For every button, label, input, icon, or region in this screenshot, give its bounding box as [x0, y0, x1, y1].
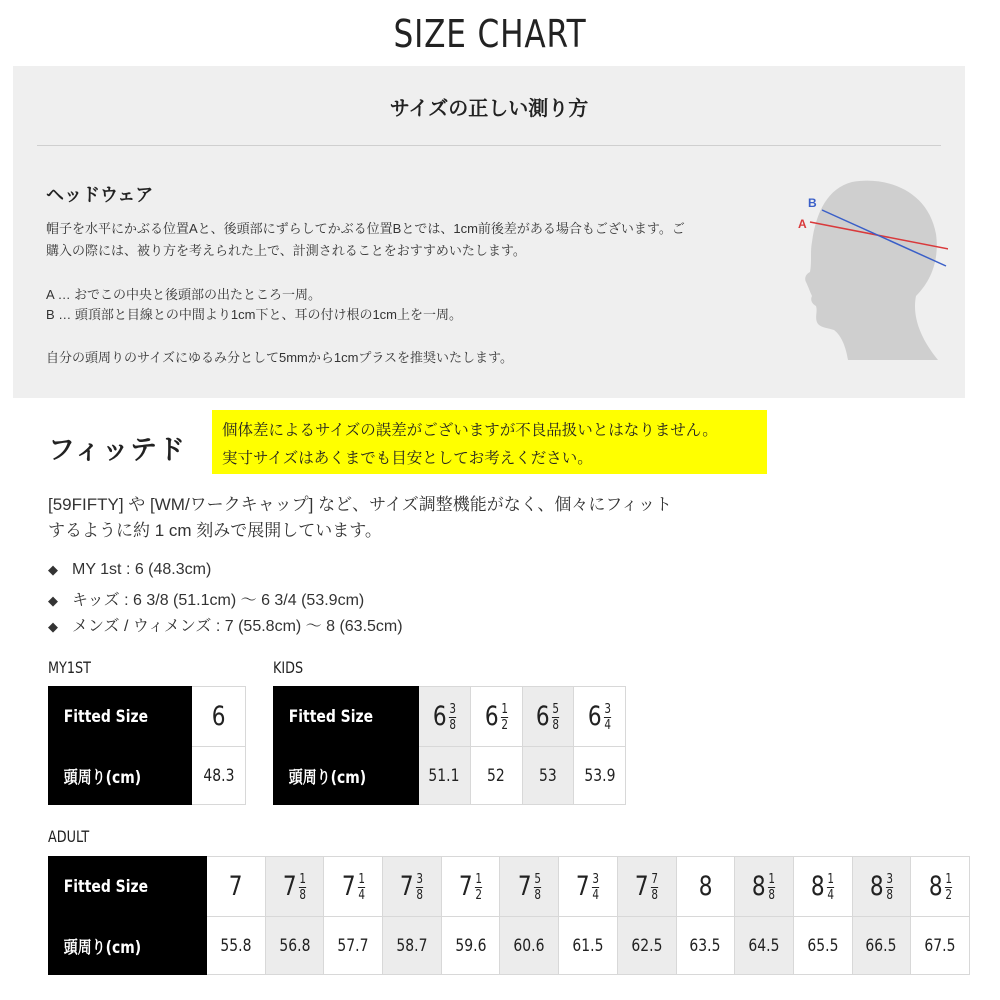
cm-cell: 60.6 — [500, 917, 559, 975]
guide-divider — [37, 145, 941, 146]
page-title: SIZE CHART — [393, 12, 587, 56]
size-cell: 8 — [676, 857, 735, 917]
cm-cell: 59.6 — [441, 917, 500, 975]
size-cell: 7 $\frac{3}{4}$ — [559, 857, 618, 917]
guide-title: サイズの正しい測り方 — [389, 98, 589, 120]
guide-paragraph-line2: 購入の際には、被り方を考えられた上で、計測されることをおすすめいたします。 — [46, 243, 526, 258]
adult-label: ADULT — [48, 827, 90, 846]
cm-cell: 63.5 — [676, 917, 735, 975]
fitted-size-row — [274, 687, 626, 747]
cm-cell: 53.9 — [574, 747, 626, 805]
cm-cell: 61.5 — [559, 917, 618, 975]
notice-line1: 個体差によるサイズの誤差がございますが不良品扱いとはなりません。 — [222, 422, 718, 439]
size-fraction: $\frac{3}{8}$ — [449, 702, 456, 733]
measure-guide-panel — [13, 66, 965, 398]
guide-paragraph-3: 自分の頭周りのサイズにゆるみ分として5mmから1cmプラスを推奨いたします。 — [46, 350, 513, 365]
fitted-size-header: Fitted Size — [49, 857, 207, 917]
size-fraction: $\frac{3}{8}$ — [416, 872, 424, 903]
notice-box — [212, 410, 767, 474]
head-silhouette-icon — [788, 176, 948, 366]
size-fraction: $\frac{3}{8}$ — [886, 872, 893, 903]
kids-size-table — [273, 686, 626, 805]
kids-label: KIDS — [273, 658, 304, 677]
size-cell: 7 $\frac{1}{8}$ — [265, 857, 324, 917]
bullet-item: ◆ MY 1st : 6 (48.3cm) — [48, 561, 212, 578]
guide-paragraph-line1: 帽子を水平にかぶる位置Aと、後頭部にずらしてかぶる位置Bとでは、1cm前後差がある場合もございます。ご — [46, 221, 685, 236]
size-cell: 8 $\frac{1}{8}$ — [735, 857, 794, 917]
fitted-description-line2: するように約 1 cm 刻みで展開しています。 — [48, 521, 382, 540]
cm-cell: 57.7 — [324, 917, 383, 975]
size-fraction: $\frac{5}{8}$ — [552, 702, 560, 733]
guide-line-a: A … おでこの中央と後頭部の出たところ一周。 — [46, 287, 322, 302]
cm-cell: 67.5 — [911, 917, 970, 975]
guide-line-b: B … 頭頂部と目線との中間より1cm下と、耳の付け根の1cm上を一周。 — [46, 307, 463, 322]
cm-cell: 51.1 — [419, 747, 471, 805]
cm-cell: 55.8 — [207, 917, 266, 975]
size-cell: 8 $\frac{1}{4}$ — [793, 857, 852, 917]
size-cell: 6 $\frac{1}{2}$ — [470, 687, 522, 747]
diamond-bullet-icon: ◆ — [48, 593, 58, 608]
cm-cell: 62.5 — [617, 917, 676, 975]
notice-line2: 実寸サイズはあくまでも目安としてお考えください。 — [222, 450, 593, 467]
head-circumference-row — [274, 747, 626, 805]
size-cell: 7 $\frac{3}{8}$ — [383, 857, 442, 917]
size-cell: 8 $\frac{1}{2}$ — [911, 857, 970, 917]
adult-size-table — [48, 856, 970, 975]
size-fraction: $\frac{1}{4}$ — [827, 872, 835, 903]
size-cell: 7 $\frac{5}{8}$ — [500, 857, 559, 917]
headwear-title: ヘッドウェア — [46, 185, 154, 205]
size-fraction: $\frac{7}{8}$ — [651, 872, 659, 903]
bullet-item: ◆ メンズ / ウィメンズ : 7 (55.8cm) 〜 8 (63.5cm) — [48, 618, 403, 635]
cm-cell: 52 — [470, 747, 522, 805]
head-circumference-header: 頭周り(cm) — [49, 747, 192, 805]
size-fraction: $\frac{3}{4}$ — [592, 872, 600, 903]
fitted-description-line1: [59FIFTY] や [WM/ワークキャップ] など、サイズ調整機能がなく、個々にフィット — [48, 495, 673, 514]
head-circumference-header: 頭周り(cm) — [49, 917, 207, 975]
cm-cell: 53 — [522, 747, 574, 805]
size-fraction: $\frac{1}{8}$ — [768, 872, 776, 903]
cm-cell: 65.5 — [793, 917, 852, 975]
size-fraction: $\frac{1}{4}$ — [357, 872, 365, 903]
size-fraction: $\frac{3}{4}$ — [604, 702, 612, 733]
size-fraction: $\frac{1}{2}$ — [500, 702, 508, 733]
cm-cell: 48.3 — [192, 747, 246, 805]
size-cell: 6 $\frac{3}{8}$ — [419, 687, 471, 747]
fitted-title: フィッテド — [48, 435, 186, 465]
head-circumference-row — [49, 917, 970, 975]
size-fraction: $\frac{1}{2}$ — [475, 872, 482, 903]
my1st-size-table — [48, 686, 246, 805]
size-cell: 6 — [192, 687, 246, 747]
diamond-bullet-icon: ◆ — [48, 619, 58, 634]
cm-cell: 64.5 — [735, 917, 794, 975]
size-cell: 6 $\frac{3}{4}$ — [574, 687, 626, 747]
size-cell: 7 $\frac{1}{4}$ — [324, 857, 383, 917]
cm-cell: 58.7 — [383, 917, 442, 975]
fitted-size-row — [49, 687, 246, 747]
size-fraction: $\frac{1}{8}$ — [299, 872, 306, 903]
bullet-item: ◆ キッズ : 6 3/8 (51.1cm) 〜 6 3/4 (53.9cm) — [48, 592, 365, 609]
fitted-size-row — [49, 857, 970, 917]
cm-cell: 56.8 — [265, 917, 324, 975]
my1st-label: MY1ST — [48, 658, 91, 677]
head-measure-diagram — [788, 176, 948, 366]
size-cell: 8 $\frac{3}{8}$ — [852, 857, 911, 917]
size-cell: 7 $\frac{7}{8}$ — [617, 857, 676, 917]
size-cell: 7 $\frac{1}{2}$ — [441, 857, 500, 917]
size-cell: 6 $\frac{5}{8}$ — [522, 687, 574, 747]
size-cell: 7 — [207, 857, 266, 917]
size-fraction: $\frac{1}{2}$ — [944, 872, 952, 903]
label-b: B — [808, 196, 817, 210]
size-fraction: $\frac{5}{8}$ — [534, 872, 541, 903]
head-circumference-header: 頭周り(cm) — [274, 747, 419, 805]
diamond-bullet-icon: ◆ — [48, 562, 58, 577]
fitted-size-header: Fitted Size — [274, 687, 419, 747]
cm-cell: 66.5 — [852, 917, 911, 975]
head-circumference-row — [49, 747, 246, 805]
fitted-size-header: Fitted Size — [49, 687, 192, 747]
label-a: A — [798, 217, 807, 231]
